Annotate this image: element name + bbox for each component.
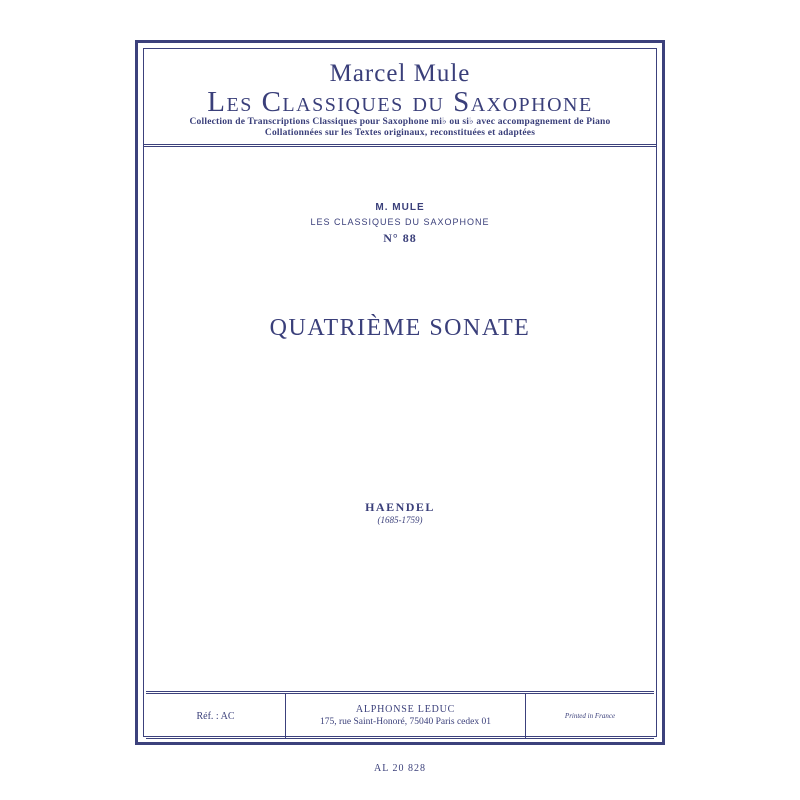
reference-code: Réf. : AC [146, 694, 286, 738]
editor-name: M. MULE [375, 202, 425, 213]
publisher-address: 175, rue Saint-Honoré, 75040 Paris cedex 01 [320, 717, 491, 727]
series-number: N° 88 [383, 231, 417, 245]
work-title: QUATRIÈME SONATE [269, 315, 531, 341]
author-name: Marcel Mule [329, 60, 471, 87]
cover-frame [135, 40, 665, 745]
printed-in: Printed in France [564, 712, 616, 720]
plate-number: AL 20 828 [374, 763, 426, 774]
publisher-name: ALPHONSE LEDUC [355, 704, 456, 715]
series-small-title: LES CLASSIQUES DU SAXOPHONE [310, 217, 490, 227]
series-header [144, 49, 656, 147]
publisher-footer [146, 691, 654, 739]
collection-subdescription: Collationnées sur les Textes originaux, reconstituées et adaptées [264, 127, 536, 138]
cover-inner-frame [143, 48, 657, 737]
composer-name: HAENDEL [365, 500, 435, 514]
composer-dates: (1685-1759) [377, 515, 423, 525]
collection-description: Collection de Transcriptions Classiques pour Saxophone mi♭ ou si♭ avec accompagnement de Piano [189, 117, 611, 127]
publisher-block [286, 694, 526, 738]
series-title: Les Classiques du Saxophone [207, 86, 593, 118]
